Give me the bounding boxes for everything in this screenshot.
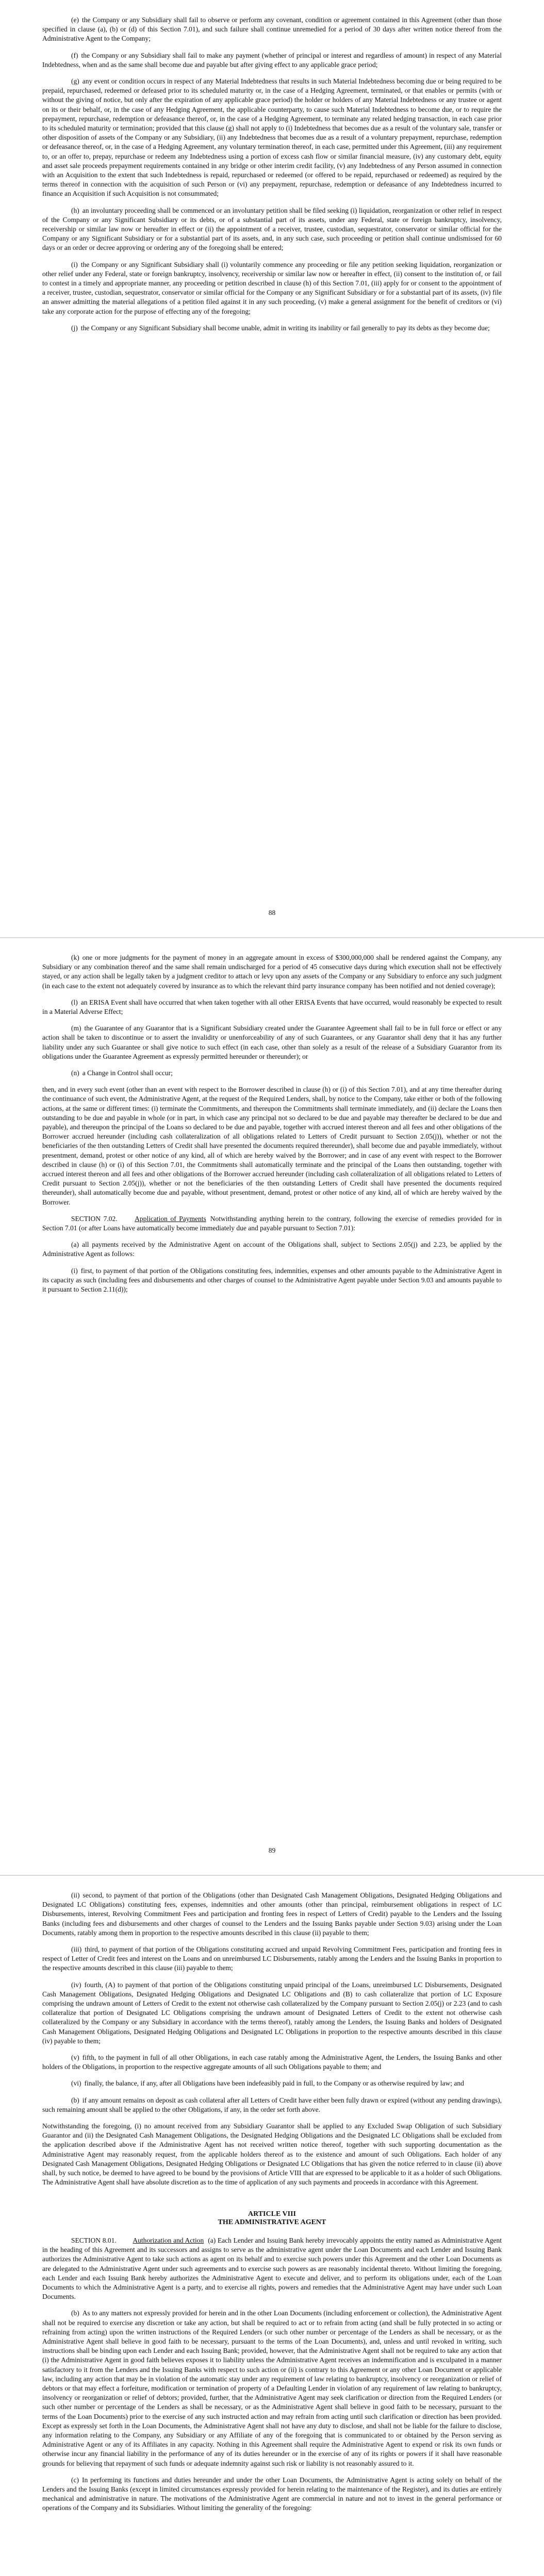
clause-label: (i) bbox=[71, 1266, 78, 1275]
clause-paragraph bbox=[42, 15, 502, 44]
article-title: THE ADMINISTRATIVE AGENT bbox=[218, 2218, 326, 2226]
clause-text: the Company or any Subsidiary shall fail to observe or perform any covenant, condition or agreement contained in this Agreement (other than those specified in clause (a), (b) or (d) of this Section 7.01), and such failure shall continue unremedied for a period of 30 days after written notice thereof from the Administrative Agent to the Company; bbox=[42, 16, 502, 43]
clause-label: (i) bbox=[71, 260, 78, 268]
clause-label: (f) bbox=[71, 51, 78, 59]
document-page-88 bbox=[0, 0, 544, 938]
clause-label: (l) bbox=[71, 998, 78, 1006]
clause-label: (j) bbox=[71, 324, 78, 332]
clause-paragraph bbox=[42, 1024, 502, 1061]
clause-text: finally, the balance, if any, after all Obligations have been indefeasibly paid in full, to the Company or as otherwise required by law; and bbox=[84, 2079, 464, 2088]
clause-paragraph bbox=[42, 1980, 502, 2046]
page-91-body bbox=[42, 2309, 502, 2513]
clause-label: (vi) bbox=[71, 2079, 81, 2088]
clause-text: an involuntary proceeding shall be commenced or an involuntary petition shall be filed seeking (i) liquidation, reorganization or other relief in respect of the Company or any Significant Subsidiary or its debts, or of a substantial part of its assets, under any Federal, state or foreign bankruptcy, insolvency, receivership or similar law now or hereafter in effect or (ii) the appointment of a receiver, trustee, custodian, sequestrator, conservator or similar official for the Company or any Significant Subsidiary or for a substantial part of its assets, and, in any such case, such proceeding or petition shall continue undismissed for 60 days or an order or decree approving or ordering any of the foregoing shall be entered; bbox=[42, 206, 502, 252]
clause-text: As to any matters not expressly provided for herein and in the other Loan Documents (including enforcement or collection), the Administrative Agent shall not be required to exercise any discretion or take any action, but shall be required to act or to refrain from acting (and shall be fully protected in so acting or refraining from acting) upon the written instructions of the Required Lenders (or such other number or percentage of the Lenders as shall be necessary, or as the Administrative Agent shall believe in good faith to be necessary, pursuant to the terms of the Loan Documents), and, unless and until revoked in writing, such instructions shall be binding upon each Lender and each Issuing Bank; provided, however, that the Administrative Agent shall not be required to take any action that (i) the Administrative Agent in good faith believes exposes it to liability unless the Administrative Agent receives an indemnification and is exculpated in a manner satisfactory to it from the Lenders and the Issuing Banks with respect to such action or (ii) is contrary to this Agreement or any other Loan Document or applicable law, including any action that may be in violation of the automatic stay under any requirement of law relating to bankruptcy, insolvency or reorganization or relief of debtors or that may effect a forfeiture, modification or termination of property of a Defaulting Lender in violation of any requirement of law relating to bankruptcy, insolvency or reorganization or relief of debtors; provided, further, that the Administrative Agent may seek clarification or direction from the Required Lenders (or such other number or percentage of the Lenders as shall be necessary, or as the Administrative Agent shall believe in good faith to be necessary, pursuant to the terms of the Loan Documents) prior to the exercise of any such instructed action and may refrain from acting until such clarification or direction has been provided. Except as expressly set forth in the Loan Documents, the Administrative Agent shall not have any duty to disclose, and shall not be liable for the failure to disclose, any information relating to the Company, any Subsidiary or any Affiliate of any of the foregoing that is communicated to or obtained by the Person serving as Administrative Agent or any of its Affiliates in any capacity. Nothing in this Agreement shall require the Administrative Agent to expend or risk its own funds or otherwise incur any financial liability in the performance of any of its duties hereunder or in the exercise of any of its rights or powers if it shall have reasonable grounds for believing that repayment of such funds or adequate indemnity against such risk or liability is not reasonably assured to it. bbox=[42, 2309, 502, 2467]
clause-label: (n) bbox=[71, 1069, 79, 1077]
section-text: Notwithstanding anything herein to the contrary, following the exercise of remedies provided for in Section 7.01 (or after Loans have automatically become immediately due and payable pursuant to Section 7.01): bbox=[42, 1214, 502, 1232]
clause-text: second, to payment of that portion of the Obligations (other than Designated Cash Management Obligations, Designated Hedging Obligations and Designated LC Obligations) constituting fees, expenses, indemnities and other amounts (other than principal, reimbursement obligations in respect of LC Disbursements, interest, Revolving Commitment Fees and participation and fronting fees in respect of Letters of Credit) payable to the Lenders and the Issuing Banks (including fees and disbursements and other charges of counsel to the Lenders and the Issuing Banks payable under Section 9.03) arising under the Loan Documents, ratably among them in proportion to the respective amounts described in this clause (ii) payable to them; bbox=[42, 1891, 502, 1937]
clause-paragraph bbox=[42, 1240, 502, 1259]
clause-text: if any amount remains on deposit as cash collateral after all Letters of Credit have either been fully drawn or expired (without any pending drawings), such remaining amount shall be applied to the other Obligations, if any, in the order set forth above. bbox=[42, 2096, 502, 2113]
clause-paragraph bbox=[42, 1069, 502, 1078]
page-89-body-a bbox=[42, 953, 502, 1078]
section-7-02-paragraph bbox=[42, 1214, 502, 1233]
clause-paragraph bbox=[42, 998, 502, 1016]
clause-text: first, to payment of that portion of the Obligations constituting fees, indemnities, expenses and other amounts payable to the Administrative Agent in its capacity as such (including fees and disbursements and other charges of counsel to the Administrative Agent payable under Section 9.03 and amounts payable to it pursuant to Section 2.11(d)); bbox=[42, 1266, 502, 1294]
clause-paragraph bbox=[42, 2096, 502, 2114]
clause-label: (ii) bbox=[71, 1891, 80, 1899]
clause-text: the Guarantee of any Guarantor that is a Significant Subsidiary created under the Guarantee Agreement shall fail to be in full force or effect or any action shall be taken to discontinue or to assert the invalidity or unenforceability of any of such Guarantees, or any Guarantor shall deny that it has any further liability under any such Guarantee or shall give notice to such effect (in each case, other than solely as a result of the release of a Subsidiary Guarantor from its obligations under the Guarantee Agreement as expressly permitted hereunder or thereunder); or bbox=[42, 1024, 502, 1060]
continuation-paragraph: then, and in every such event (other than an event with respect to the Borrower described in clause (h) or (i) of this Section 7.01), and at any time thereafter during the continuance of such event, the Administrative Agent, at the request of the Required Lenders, shall, by notice to the Company, take either or both of the following actions, at the same or different times: (i) terminate the Commitments, and thereupon the Commitments shall terminate immediately, and (ii) declare the Loans then outstanding to be due and payable in whole (or in part, in which case any principal not so declared to be due and payable may thereafter be declared to be due and payable), and thereupon the principal of the Loans so declared to be due and payable, together with accrued interest thereon and all fees and other obligations of the Borrower accrued hereunder (including cash collateralization of all obligations related to Letters of Credit pursuant to Section 2.05(j)), whether or not the beneficiaries of the then outstanding Letters of Credit shall have presented the documents required thereunder), shall become due and payable immediately, without presentment, demand, protest or other notice of any kind, all of which are hereby waived by the Borrower; and in case of any event with respect to the Borrower described in clause (h) or (i) of this Section 7.01, the Commitments shall automatically terminate and the principal of the Loans then outstanding, together with accrued interest thereon and all fees and other obligations of the Borrower accrued hereunder (including cash collateralization of all obligations related to Letters of Credit pursuant to Section 2.05(j)), whether or not the beneficiaries of the then outstanding Letters of Credit shall have presented the documents required thereunder), shall automatically become due and payable, without presentment, demand, protest or other notice of any kind, all of which are hereby waived by the Borrower. bbox=[42, 1086, 502, 1206]
clause-label: (e) bbox=[71, 16, 79, 24]
section-title: Application of Payments bbox=[135, 1214, 206, 1223]
clause-label: (v) bbox=[71, 2054, 79, 2062]
clause-label: (g) bbox=[71, 77, 79, 86]
clause-paragraph bbox=[42, 260, 502, 316]
clause-paragraph bbox=[42, 51, 502, 70]
section-number: SECTION 8.01. bbox=[71, 2236, 117, 2244]
clause-paragraph bbox=[42, 206, 502, 253]
page-number: 89 bbox=[268, 1846, 276, 1854]
clause-text: a Change in Control shall occur; bbox=[82, 1069, 173, 1077]
clause-paragraph bbox=[42, 953, 502, 991]
clause-text: any event or condition occurs in respect of any Material Indebtedness that results in such Material Indebtedness becoming due or being required to be prepaid, repurchased, redeemed or defeased prior to its scheduled maturity or, in the case of a Hedging Agreement, terminated, or that enables or permits (with or without the giving of notice, but only after the expiration of any applicable grace period) the holder or holders of any Material Indebtedness or any trustee or agent on its or their behalf, or, in the case of any Hedging Agreement, the applicable counterparty, to cause such Material Indebtedness to become due, or to require the prepayment, repurchase, redemption or defeasance thereof, or, in the case of a Hedging Agreement, to terminate any related hedging transaction, in each case prior to its scheduled maturity or termination; provided that this clause (g) shall not apply to (i) Indebtedness that becomes due as a result of the voluntary sale, transfer or other disposition of assets of the Company or any Subsidiary, (ii) any Indebtedness that becomes due as a result of a voluntary prepayment, repurchase, redemption or defeasance thereof, or, in the case of a Hedging Agreement, any voluntary termination thereof, in each case, permitted under this Agreement, (iii) any requirement to, or an offer to, prepay, repurchase or redeem any Indebtedness using a portion of excess cash flow or similar financial measure, (iv) any customary debt, equity and asset sale proceeds prepayment requirements contained in any bridge or other interim credit facility, (v) any Indebtedness of any Person assumed in connection with an Acquisition to the extent that such Indebtedness is repaid, repurchased or redeemed (or offered to be repaid, repurchased or redeemed) as required by the terms thereof in connection with the acquisition of such Person or (vi) any prepayment, repurchase, redemption or defeasance of any Indebtedness incurred to finance an Acquisition if such Acquisition is not consummated; bbox=[42, 77, 502, 198]
article-heading: ARTICLE VIII bbox=[248, 2210, 296, 2218]
clause-text: all payments received by the Administrative Agent on account of the Obligations shall, subject to Sections 2.05(j) and 2.23, be applied by the Administrative Agent as follows: bbox=[42, 1241, 502, 1258]
clause-label: (iii) bbox=[71, 1945, 82, 1954]
clause-text: third, to payment of that portion of the Obligations constituting accrued and unpaid Revolving Commitment Fees, participation and fronting fees in respect of Letter of Credit fees and interest on the Loans and on unreimbursed LC Disbursements, ratably among the Lenders and the Issuing Banks in proportion to the respective amounts described in this clause (iii) payable to them; bbox=[42, 1945, 502, 1972]
section-8-01-paragraph bbox=[42, 2236, 502, 2301]
clause-paragraph bbox=[42, 2079, 502, 2088]
clause-paragraph bbox=[42, 1945, 502, 1973]
section-title: Authorization and Action bbox=[133, 2236, 204, 2244]
clause-paragraph bbox=[42, 2053, 502, 2072]
clause-paragraph bbox=[42, 1266, 502, 1295]
section-text: (a) Each Lender and Issuing Bank hereby irrevocably appoints the entity named as Administrative Agent in the heading of this Agreement and its successors and assigns to serve as the administrative agent under the Loan Documents and each Lender and Issuing Bank authorizes the Administrative Agent to take such actions as agent on its behalf and to exercise such powers under this Agreement and the other Loan Documents as are delegated to the Administrative Agent under such agreements and to exercise such powers as are reasonably incidental thereto. Without limiting the foregoing, each Lender and each Issuing Bank hereby authorizes the Administrative Agent to execute and deliver, and to perform its obligations under, each of the Loan Documents to which the Administrative Agent is a party, and to exercise all rights, powers and remedies that the Administrative Agent may have under such Loan Documents. bbox=[42, 2236, 502, 2301]
clause-text: the Company or any Significant Subsidiary shall become unable, admit in writing its inability or fail generally to pay its debts as they become due; bbox=[80, 324, 490, 332]
clause-text: the Company or any Significant Subsidiary shall (i) voluntarily commence any proceeding or file any petition seeking liquidation, reorganization or other relief under any Federal, state or foreign bankruptcy, insolvency, receivership or similar law now or hereafter in effect, (ii) consent to the institution of, or fail to contest in a timely and appropriate manner, any proceeding or petition described in clause (h) of this Section 7.01, (iii) apply for or consent to the appointment of a receiver, trustee, custodian, sequestrator, conservator or similar official for the Company or any Significant Subsidiary or for a substantial part of its assets, (iv) file an answer admitting the material allegations of a petition filed against it in any such proceeding, (v) make a general assignment for the benefit of creditors or (vi) take any corporate action for the purpose of effecting any of the foregoing; bbox=[42, 260, 502, 315]
clause-paragraph bbox=[42, 2309, 502, 2468]
clause-label: (b) bbox=[71, 2096, 79, 2104]
clause-text: In performing its functions and duties hereunder and under the other Loan Documents, the Administrative Agent is acting solely on behalf of the Lenders and the Issuing Banks (except in limited circumstances expressly provided for herein relating to the maintenance of the Register), and its duties are entirely mechanical and administrative in nature. The motivations of the Administrative Agent are commercial in nature and not to invest in the general performance or operations of the Company and its Subsidiaries. Without limiting the generality of the foregoing: bbox=[42, 2476, 502, 2512]
clause-label: (h) bbox=[71, 206, 79, 214]
clause-text: fourth, (A) to payment of that portion of the Obligations constituting unpaid principal of the Loans, unreimbursed LC Disbursements, Designated Cash Management Obligations, Designated Hedging Obligations and Designated LC Obligations and (B) to cash collateralize that portion of LC Exposure comprising the undrawn amount of Letters of Credit to the extent not otherwise cash collateralized by the Company pursuant to Section 2.05(j) or 2.23 (and to cash collateralize that portion of Designated LC Obligations comprising the undrawn amount of Designated Letters of Credit to the extent not otherwise cash collateralized by the Company or any Subsidiary in accordance with the terms thereof), ratably among the Lenders, the Issuing Banks and holders of Designated Cash Management Obligations, Designated Hedging Obligations and Designated LC Obligations in proportion to the respective amounts described in this clause (iv) payable to them; bbox=[42, 1980, 502, 2045]
page-88-body bbox=[42, 15, 502, 333]
clause-label: (a) bbox=[71, 1241, 79, 1249]
clause-label: (c) bbox=[71, 2476, 79, 2484]
clause-text: an ERISA Event shall have occurred that when taken together with all other ERISA Events that have occurred, would reasonably be expected to result in a Material Adverse Effect; bbox=[42, 998, 502, 1016]
clause-label: (b) bbox=[71, 2309, 79, 2317]
clause-label: (iv) bbox=[71, 1980, 81, 1989]
clause-label: (m) bbox=[71, 1024, 81, 1032]
document-page-89 bbox=[0, 938, 544, 1875]
clause-paragraph bbox=[42, 1891, 502, 1938]
clause-paragraph bbox=[42, 77, 502, 199]
clause-paragraph bbox=[42, 324, 502, 333]
clause-paragraph bbox=[42, 2476, 502, 2513]
closing-paragraph: Notwithstanding the foregoing, (i) no amount received from any Subsidiary Guarantor shall be applied to any Excluded Swap Obligation of such Subsidiary Guarantor and (ii) the Designated Cash Management Obligations, the Designated Hedging Obligations and the Designated LC Obligations shall be excluded from the application described above if the Administrative Agent has not received written notice thereof, together with such supporting documentation as the Administrative Agent may reasonably request, from the applicable holders thereof as to the existence and amount of such Obligations. Each holder of any Designated Cash Management Obligations, Designated Hedging Obligations or Designated LC Obligations that has given the notice referred to in clause (ii) above shall, by such notice, be deemed to have agreed to be bound by the provisions of Article VIII that are expressed to be applicable to it as a holder of such Obligations. The Administrative Agent shall have absolute discretion as to the time of application of any such payments and proceeds in accordance with this Agreement. bbox=[42, 2122, 502, 2187]
page-90-body bbox=[42, 1891, 502, 2114]
page-number: 88 bbox=[268, 909, 276, 917]
section-number: SECTION 7.02. bbox=[71, 1214, 118, 1223]
clause-text: the Company or any Subsidiary shall fail to make any payment (whether of principal or interest and regardless of amount) in respect of any Material Indebtedness, when and as the same shall become due and payable but after giving effect to any applicable grace period; bbox=[42, 51, 502, 69]
page-89-body-b bbox=[42, 1240, 502, 1294]
clause-text: fifth, to the payment in full of all other Obligations, in each case ratably among the Administrative Agent, the Lenders, the Issuing Banks and other holders of the Obligations, in proportion to the respective aggregate amounts of all such Obligations payable to them; and bbox=[42, 2054, 502, 2071]
clause-text: one or more judgments for the payment of money in an aggregate amount in excess of $300,000,000 shall be rendered against the Company, any Subsidiary or any combination thereof and the same shall remain undischarged for a period of 45 consecutive days during which execution shall not be effectively stayed, or any action shall be legally taken by a judgment creditor to attach or levy upon any assets of the Company or any Subsidiary to enforce any such judgment (in each case to the extent not adequately covered by insurance as to which the relevant third party insurance company has been notified and not denied coverage); bbox=[42, 954, 502, 990]
clause-label: (k) bbox=[71, 954, 79, 961]
document-page-91 bbox=[0, 2210, 544, 2576]
